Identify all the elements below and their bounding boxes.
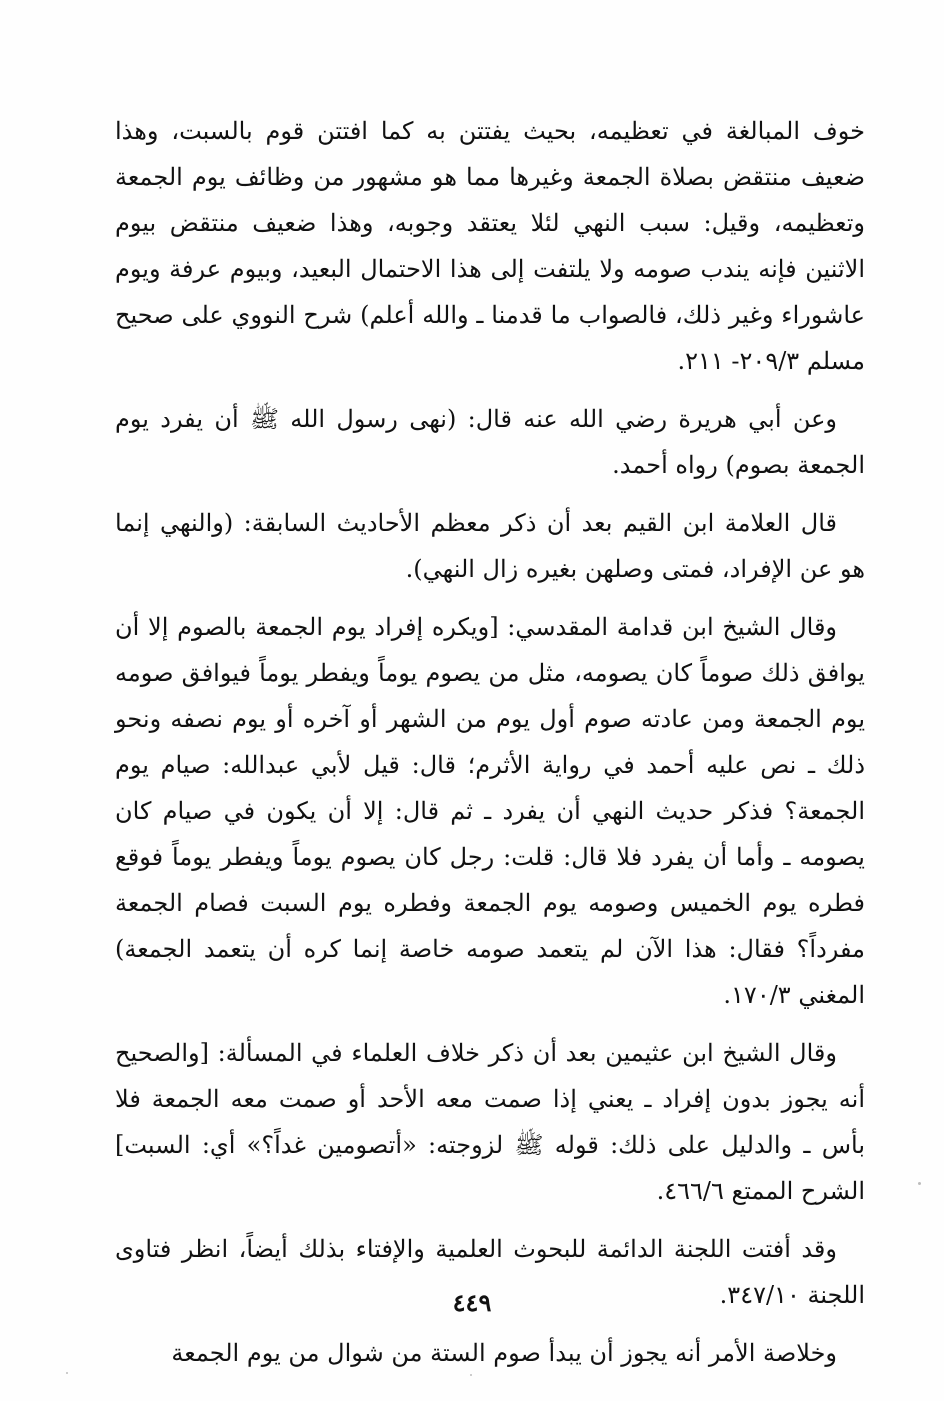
paragraph: وقال الشيخ ابن قدامة المقدسي: [ويكره إفراد يوم الجمعة بالصوم إلا أن يوافق ذلك صوماً كان يصومه، مثل من يصوم يوماً ويفطر يوماً فيوافق صومه يوم الجمعة ومن عادته صوم أول يوم من الشهر أو آخره أو يوم نصفه ونحو ذلك ـ نص عليه أحمد في رواية الأثرم؛ قال: قيل لأبي عبدالله: صيام يوم الجمعة؟ فذكر حديث النهي أن يفرد ـ ثم قال: إلا أن يكون في صيام كان يصومه ـ وأما أن يفرد فلا قال: قلت: رجل كان يصوم يوماً ويفطر يوماً فوقع فطره يوم الخميس وصومه يوم الجمعة وفطره يوم السبت فصام الجمعة مفرداً؟ فقال: هذا الآن لم يتعمد صومه خاصة إنما كره أن يتعمد الجمعة) المغني ١٧٠/٣. — [115, 613, 866, 1009]
paragraph: قال العلامة ابن القيم بعد أن ذكر معظم الأحاديث السابقة: (والنهي إنما هو عن الإفراد، فمتى وصلهن بغيره زال النهي). — [115, 509, 865, 583]
paragraph: وعن أبي هريرة رضي الله عنه قال: (نهى رسول الله ﷺ أن يفرد يوم الجمعة بصوم) رواه أحمد. — [115, 405, 865, 479]
paragraph: خوف المبالغة في تعظيمه، بحيث يفتتن به كما افتتن قوم بالسبت، وهذا ضعيف منتقض بصلاة الجمعة وغيرها مما هو مشهور من وظائف يوم الجمعة وتعظيمه، وقيل: سبب النهي لئلا يعتقد وجوبه، وهذا ضعيف منتقض بيوم الاثنين فإنه يندب صومه ولا يلتفت إلى هذا الاحتمال البعيد، وبيوم عرفة ويوم عاشوراء وغير ذلك، فالصواب ما قدمنا ـ والله أعلم) شرح النووي على صحيح مسلم ٢٠٩/٣- ٢١١. — [115, 117, 865, 375]
paragraph: وقال الشيخ ابن عثيمين بعد أن ذكر خلاف العلماء في المسألة: [والصحيح أنه يجوز بدون إفراد ـ يعني إذا صمت معه الأحد أو صمت معه الجمعة فلا بأس ـ والدليل على ذلك: قوله ﷺ لزوجته: «أتصومين غداً؟» أي: السبت] الشرح الممتع ٤٦٦/٦. — [115, 1039, 865, 1205]
page-body-text — [115, 108, 865, 1388]
scan-speck — [918, 1182, 921, 1185]
page-number: ٤٤٩ — [452, 1288, 492, 1317]
paragraph: وقد أفتت اللجنة الدائمة للبحوث العلمية والإفتاء بذلك أيضاً، انظر فتاوى اللجنة ٣٤٧/١٠. — [115, 1235, 865, 1309]
scan-speck — [66, 1372, 68, 1374]
paragraph: وخلاصة الأمر أنه يجوز أن يبدأ صوم الستة من شوال من يوم الجمعة — [171, 1339, 837, 1367]
scan-speck — [470, 1374, 472, 1376]
